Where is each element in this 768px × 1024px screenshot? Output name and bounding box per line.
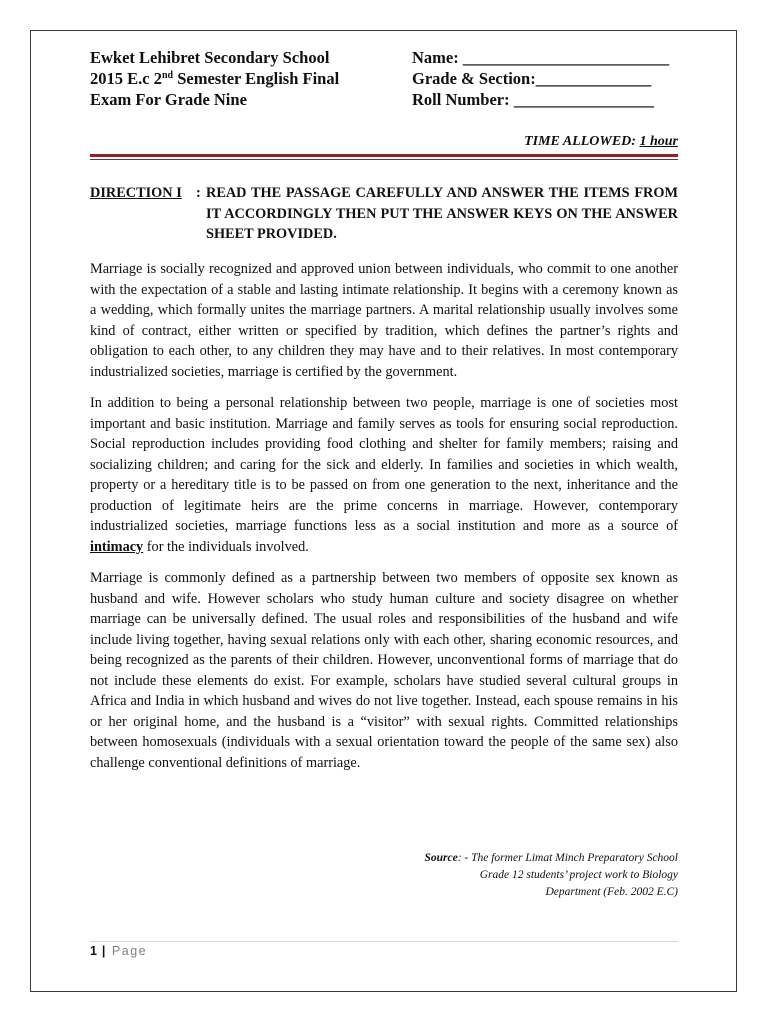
source-line-1 (424, 850, 678, 867)
footer-rule (90, 941, 678, 942)
roll-number-field: Roll Number: _________________ (412, 90, 654, 109)
passage-paragraph-2 (90, 393, 678, 557)
passage-p2-end: for the individuals involved. (143, 538, 309, 555)
reading-passage (90, 259, 678, 784)
passage-paragraph-3: Marriage is commonly defined as a partnership between two members of opposite sex known as husband and wife. However scholars who study human culture and society disagree on whether marriage can be universally defined. The usual roles and responsibilities of the husband and wife include living together, having sexual relations only with each other, sharing economic resources, and being recognized as the parents of their children. However, unconventional forms of marriage that do not include these elements do exist. For example, scholars have studied several cultural groups in Africa and India in which husband and wives do not live together. Instead, each spouse remains in his or her original home, and the husband is a “visitor” with sexual rights. Committed relationships between homosexuals (individuals with a sexual orientation toward the people of the same sex) also challenge conventional definitions of marriage. (90, 570, 678, 771)
keyword-intimacy: intimacy (90, 538, 144, 555)
exam-title-suffix: Semester English Final (173, 69, 340, 88)
time-allowed-label: TIME ALLOWED: (524, 134, 640, 149)
footer-separator: | (96, 944, 112, 958)
direction-label: DIRECTION I (90, 185, 182, 201)
header-rule-thick (90, 154, 678, 157)
passage-p2-text: In addition to being a personal relationship between two people, marriage is one of societies most important and basic institution. Marriage and family serves as tools for ensuring social reproduction. Social reproduction includes providing food clothing and shelter for family members; raising and socializing children; and caring for the sick and elderly. In families and societies in which wealth, property or a hereditary title is to be passed on from one generation to the next, inheritance and the production of legitimate heirs are the prime concerns in marriage. However, contemporary industrialized societies, marriage functions less as a social institution and more as a source of (90, 395, 678, 534)
exam-grade: Exam For Grade Nine (90, 90, 247, 109)
page-number: 1 (90, 944, 97, 958)
time-allowed-value: 1 hour (639, 134, 678, 149)
direction-text: READ THE PASSAGE CAREFULLY AND ANSWER THE ITEMS FROM IT ACCORDINGLY THEN PUT THE ANSWER KEYS ON THE ANSWER SHEET PROVIDED. (206, 185, 678, 242)
source-text-1: : - The former Limat Minch Preparatory School (457, 852, 678, 864)
grade-section-field: Grade & Section:______________ (412, 69, 652, 88)
school-name: Ewket Lehibret Secondary School (90, 48, 330, 67)
page-label: Page (111, 944, 148, 958)
source-label: Source (424, 852, 458, 864)
header-rule-thin (90, 159, 678, 160)
source-citation (424, 850, 678, 901)
school-header (90, 47, 339, 110)
source-line-2: Grade 12 students’ project work to Biology (479, 869, 678, 881)
direction-colon: : (196, 185, 201, 201)
exam-title (90, 68, 339, 89)
exam-title-prefix: 2015 E.c 2 (90, 69, 162, 88)
name-field: Name: _________________________ (412, 48, 670, 67)
page-footer (90, 944, 147, 958)
exam-title-sup: nd (161, 69, 174, 81)
passage-paragraph-1: Marriage is socially recognized and approved union between individuals, who commit to one another with the expectation of a stable and lasting intimate relationship. It begins with a ceremony known as a wedding, which formally unites the marriage partners. A marital relationship usually involves some kind of contract, either written or specified by tradition, which defines the partner’s rights and obligation to each other, to any children they may have and to their relatives. In most contemporary industrialized societies, marriage is certified by the government. (90, 261, 678, 380)
source-line-3: Department (Feb. 2002 E.C) (545, 886, 678, 898)
time-allowed (524, 134, 678, 150)
student-fields (412, 47, 669, 110)
direction-block (90, 183, 678, 245)
